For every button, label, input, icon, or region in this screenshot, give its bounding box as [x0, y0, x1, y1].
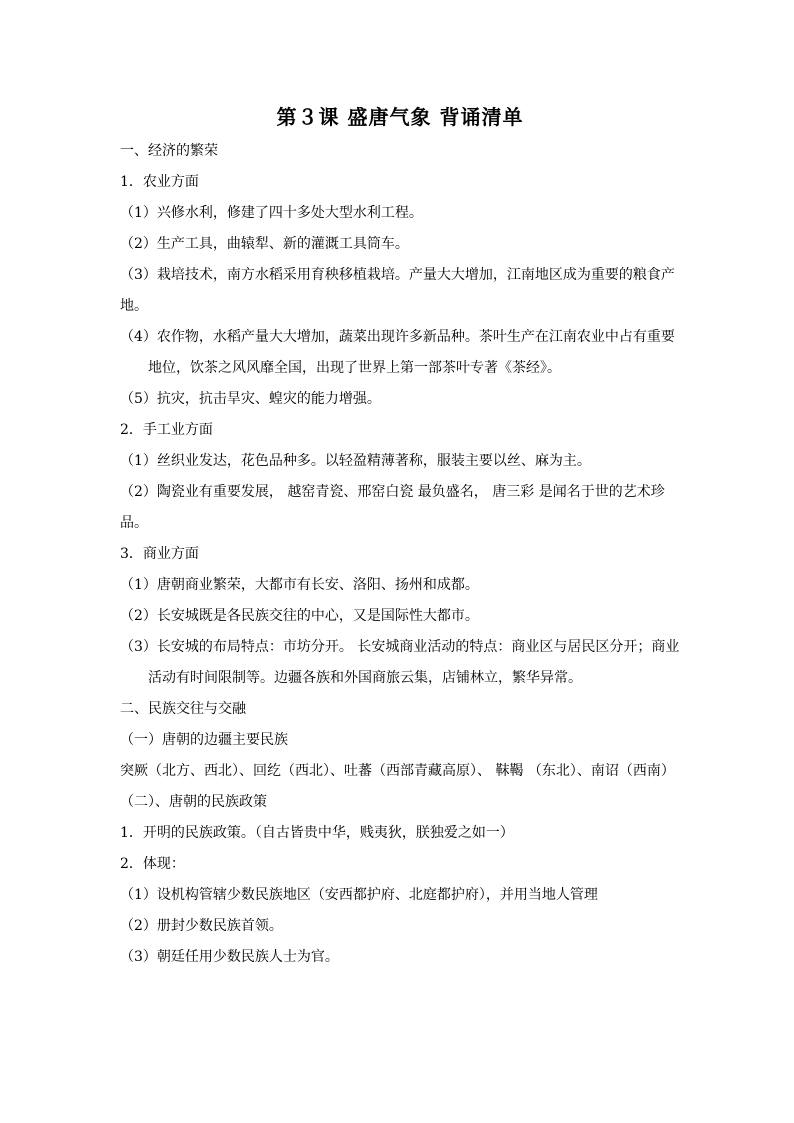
list-item: （3）栽培技术，南方水稻采用育秧移植栽培。产量大大增加，江南地区成为重要的粮食产地。 [120, 267, 675, 314]
list-item: （1）兴修水利，修建了四十多处大型水利工程。 [120, 205, 423, 221]
list-item: （5）抗灾，抗击旱灾、蝗灾的能力增强。 [120, 391, 381, 407]
subheading-agriculture: 1．农业方面 [120, 174, 199, 190]
list-item: （2）册封少数民族首领。 [120, 918, 283, 934]
page-title: 第３课 盛唐气象 背诵清单 [276, 105, 524, 129]
list-item: 2．体现： [120, 856, 185, 872]
document-page [120, 100, 680, 973]
list-item: （2）陶瓷业有重要发展， 越窑青瓷、邢窑白瓷 最负盛名， 唐三彩 是闻名于世的艺术珍品。 [120, 484, 665, 531]
list-item: （1）唐朝商业繁荣，大都市有长安、洛阳、扬州和成都。 [120, 577, 479, 593]
list-item: （4）农作物，水稻产量大大增加，蔬菜出现许多新品种。茶叶生产在江南农业中占有重要地位，饮茶之风风靡全国，出现了世界上第一部茶叶专著《茶经》。 [120, 329, 675, 376]
list-item: 1．开明的民族政策。（自古皆贵中华，贱夷狄，朕独爱之如一） [120, 825, 514, 841]
subheading-commerce: 3．商业方面 [120, 546, 199, 562]
subheading-handicraft: 2．手工业方面 [120, 422, 213, 438]
list-item: （3）长安城的布局特点：市坊分开。 长安城商业活动的特点：商业区与居民区分开；商业活动有时间限制等。边疆各族和外国商旅云集，店铺林立，繁华异常。 [120, 639, 680, 686]
list-item: （1）设机构管辖少数民族地区（安西都护府、北庭都护府），并用当地人管理 [120, 887, 598, 903]
list-item: （2）长安城既是各民族交往的中心，又是国际性大都市。 [120, 608, 479, 624]
paragraph: 突厥（北方、西北）、回纥（西北）、吐蕃（西部青藏高原）、 靺鞨 （东北）、南诏（西南） [120, 763, 675, 779]
section-heading-ethnic: 二、民族交往与交融 [120, 701, 246, 717]
subheading-ethnic-policy: （二）、唐朝的民族政策 [120, 794, 267, 810]
list-item: （2）生产工具，曲辕犁、新的灌溉工具筒车。 [120, 236, 409, 252]
section-heading-economy: 一、经济的繁荣 [120, 143, 218, 159]
list-item: （1）丝织业发达，花色品种多。以轻盈精薄著称，服装主要以丝、麻为主。 [120, 453, 591, 469]
subheading-border-peoples: （一）唐朝的边疆主要民族 [120, 732, 288, 748]
list-item: （3）朝廷任用少数民族人士为官。 [120, 949, 339, 965]
